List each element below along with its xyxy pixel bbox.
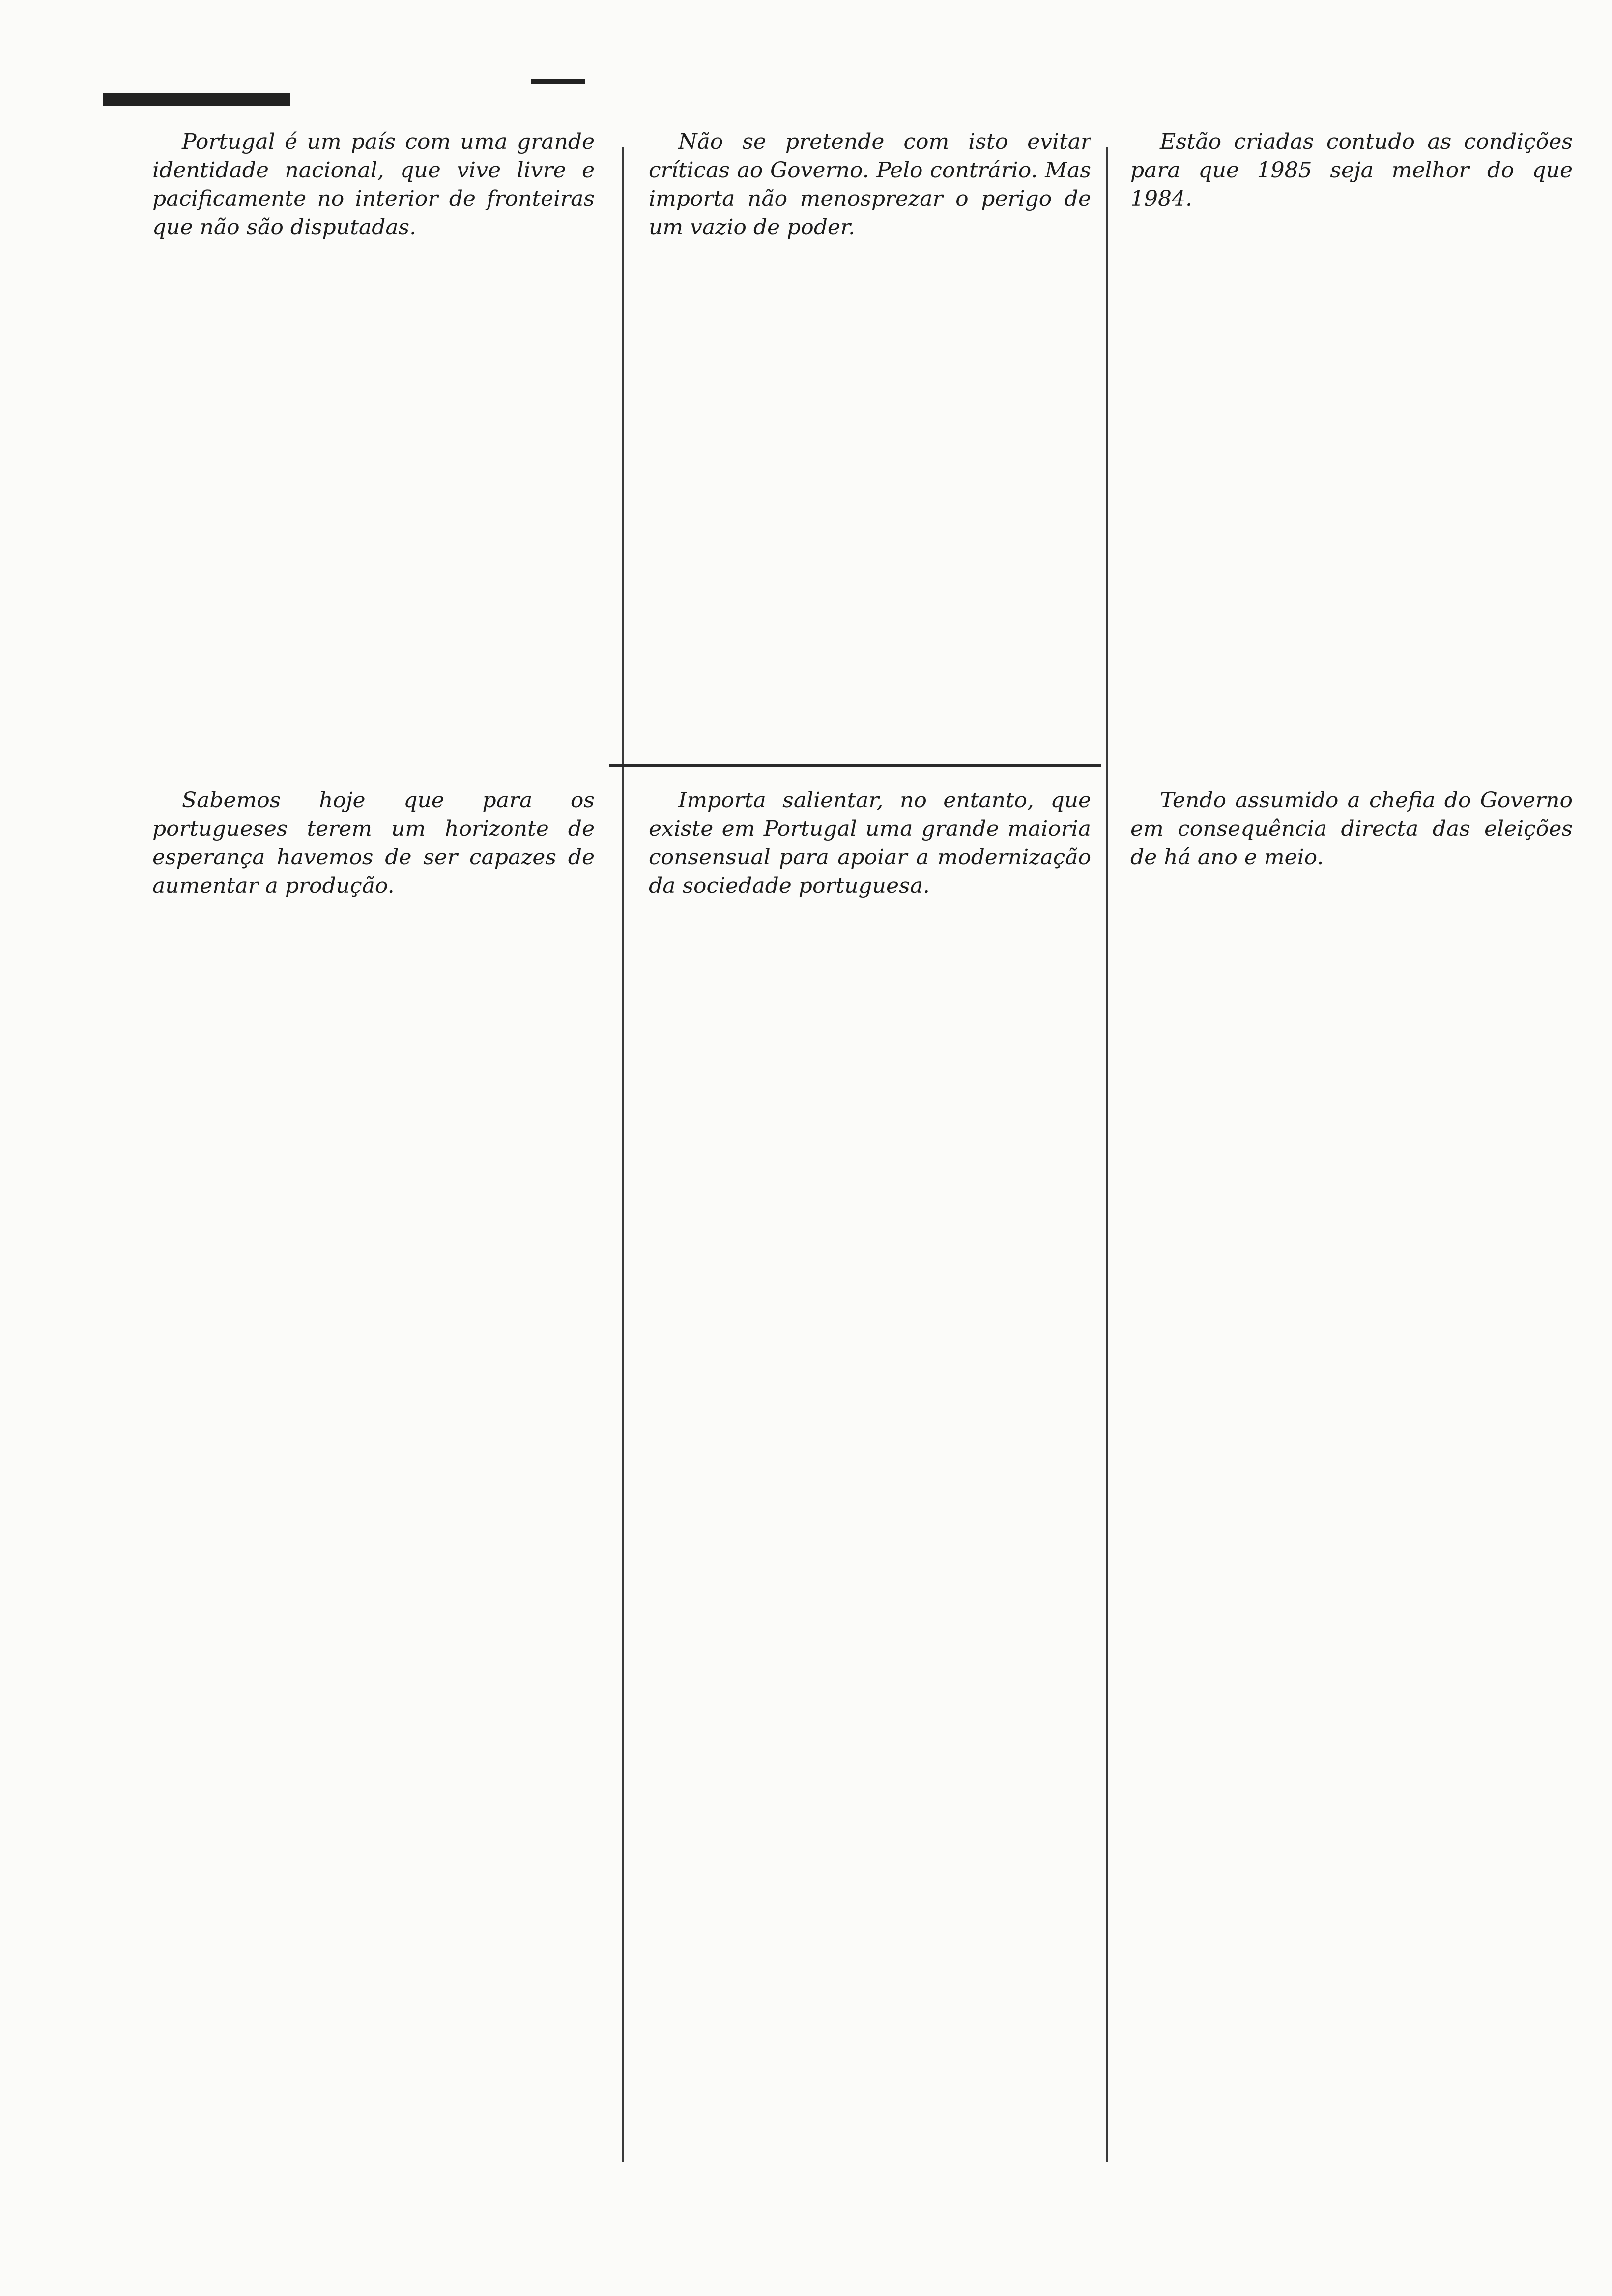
bottom-column-3: [1130, 786, 1573, 2182]
bottom-col2-paragraph: Importa salientar, no entanto, que existe em Portugal uma grande maioria consensual para apoiar a modernização da sociedade portuguesa.: [649, 788, 1091, 898]
top-column-2: [649, 128, 1091, 772]
bottom-column-1: [152, 786, 595, 2182]
bottom-col1-paragraph: Sabemos hoje que para os portugueses terem um horizonte de esperança havemos de ser capazes de aumentar a produção.: [152, 788, 595, 898]
column-divider-1: [622, 147, 624, 2162]
bottom-col3-paragraph: Tendo assumido a chefia do Governo em consequência directa das eleições de há ano e meio.: [1130, 788, 1573, 870]
top-center-mark: [531, 79, 585, 84]
top-col1-paragraph: Portugal é um país com uma grande identidade nacional, que vive livre e pacificamente no interior de fronteiras que não são disputadas.: [152, 129, 595, 240]
top-col3-paragraph: Estão criadas contudo as condições para que 1985 seja melhor do que 1984.: [1130, 129, 1573, 211]
top-left-redaction-bar: [103, 93, 290, 106]
column-divider-2: [1106, 147, 1108, 2162]
top-column-3: [1130, 128, 1573, 772]
top-col2-paragraph: Não se pretende com isto evitar críticas ao Governo. Pelo contrário. Mas importa não menosprezar o perigo de um vazio de poder.: [649, 129, 1091, 240]
top-column-1: [152, 128, 595, 772]
bottom-column-2: [649, 786, 1091, 2182]
